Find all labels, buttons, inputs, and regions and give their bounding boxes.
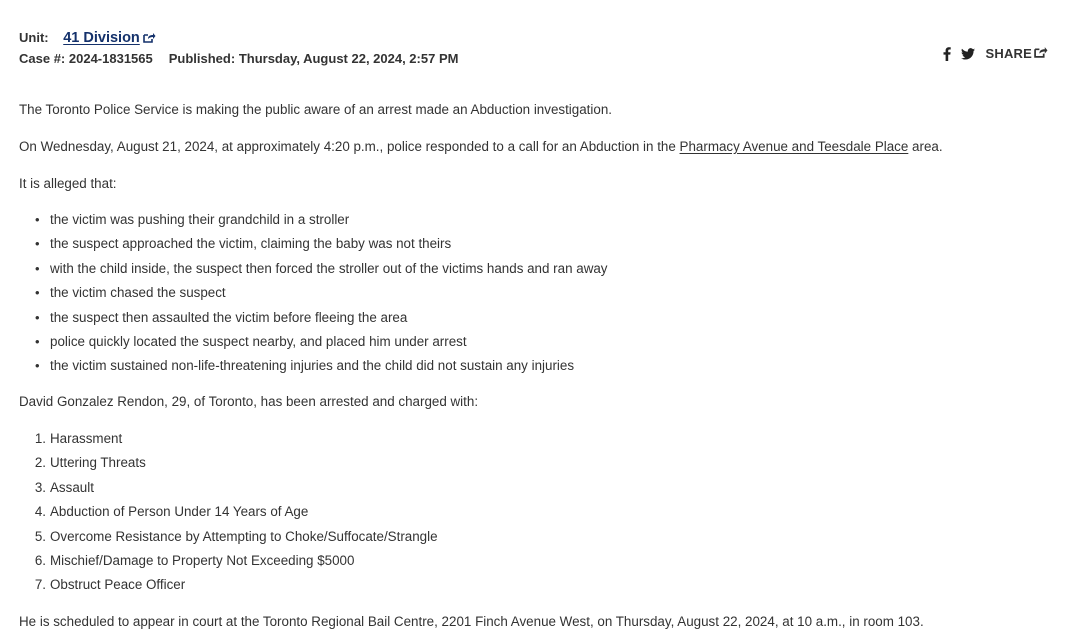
location-link[interactable]: Pharmacy Avenue and Teesdale Place: [679, 139, 909, 154]
charge-text: Overcome Resistance by Attempting to Choke/Suffocate/Strangle: [50, 528, 438, 544]
external-share-icon[interactable]: [1034, 46, 1048, 61]
list-item: 7. Obstruct Peace Officer: [34, 577, 186, 593]
list-item: • the victim chased the suspect: [19, 283, 608, 307]
unit-link[interactable]: [63, 30, 156, 46]
facebook-icon[interactable]: [943, 47, 951, 61]
list-item: • police quickly located the suspect nearby, and placed him under arrest: [19, 332, 608, 356]
twitter-icon[interactable]: [961, 48, 975, 60]
charges-list: [19, 429, 438, 600]
charge-text: Uttering Threats: [50, 455, 146, 471]
unit-row: [19, 28, 458, 49]
case-number: 2024-1831565: [68, 51, 153, 66]
intro-paragraph: The Toronto Police Service is making the public aware of an arrest made an Abduction investigation.: [19, 102, 612, 117]
case-row: [19, 49, 458, 69]
unit-value[interactable]: 41 Division: [63, 30, 140, 46]
charge-text: Mischief/Damage to Property Not Exceeding $5000: [50, 552, 355, 568]
published-date: Thursday, August 22, 2024, 2:57 PM: [238, 51, 459, 66]
list-item: • the victim sustained non-life-threatening injuries and the child did not sustain any injuries: [19, 356, 608, 380]
incident-text-after: area.: [908, 139, 943, 154]
release-meta: [19, 28, 458, 69]
alleged-intro: It is alleged that:: [19, 176, 117, 191]
list-item: • with the child inside, the suspect then forced the stroller out of the victims hands and ran away: [19, 259, 608, 283]
published-label: Published:: [168, 51, 236, 66]
charge-text: Assault: [50, 479, 94, 495]
list-item: • the suspect then assaulted the victim before fleeing the area: [19, 308, 608, 332]
external-link-icon[interactable]: [143, 29, 156, 49]
list-item: 2. Uttering Threats: [34, 455, 146, 471]
list-item: 4. Abduction of Person Under 14 Years of Age: [34, 504, 309, 520]
unit-label: Unit:: [19, 30, 49, 45]
court-paragraph: He is scheduled to appear in court at the Toronto Regional Bail Centre, 2201 Finch Avenue West, on Thursday, August 22, 2024, at 10 a.m., in room 103.: [19, 614, 924, 629]
charge-text: Harassment: [50, 431, 123, 446]
list-item: • the suspect approached the victim, claiming the baby was not theirs: [19, 234, 608, 258]
list-item: 1. Harassment: [34, 431, 123, 446]
list-item: • the victim was pushing their grandchild in a stroller: [19, 210, 608, 234]
share-bar: [943, 46, 1048, 61]
share-button[interactable]: [985, 46, 1048, 61]
list-item: 5. Overcome Resistance by Attempting to Choke/Suffocate/Strangle: [34, 528, 438, 544]
charged-intro: David Gonzalez Rendon, 29, of Toronto, has been arrested and charged with:: [19, 394, 479, 409]
incident-text-before: On Wednesday, August 21, 2024, at approximately 4:20 p.m., police responded to a call for an Abduction in the: [19, 139, 680, 154]
case-label: Case #:: [19, 51, 66, 66]
case-info: [19, 51, 153, 66]
allegations-list: [19, 210, 608, 381]
share-label[interactable]: SHARE: [985, 46, 1032, 61]
list-item: 6. Mischief/Damage to Property Not Exceeding $5000: [34, 552, 355, 568]
charge-text: Abduction of Person Under 14 Years of Age: [50, 504, 309, 520]
charge-text: Obstruct Peace Officer: [50, 577, 186, 593]
incident-paragraph: [19, 137, 943, 157]
list-item: 3. Assault: [34, 479, 94, 495]
